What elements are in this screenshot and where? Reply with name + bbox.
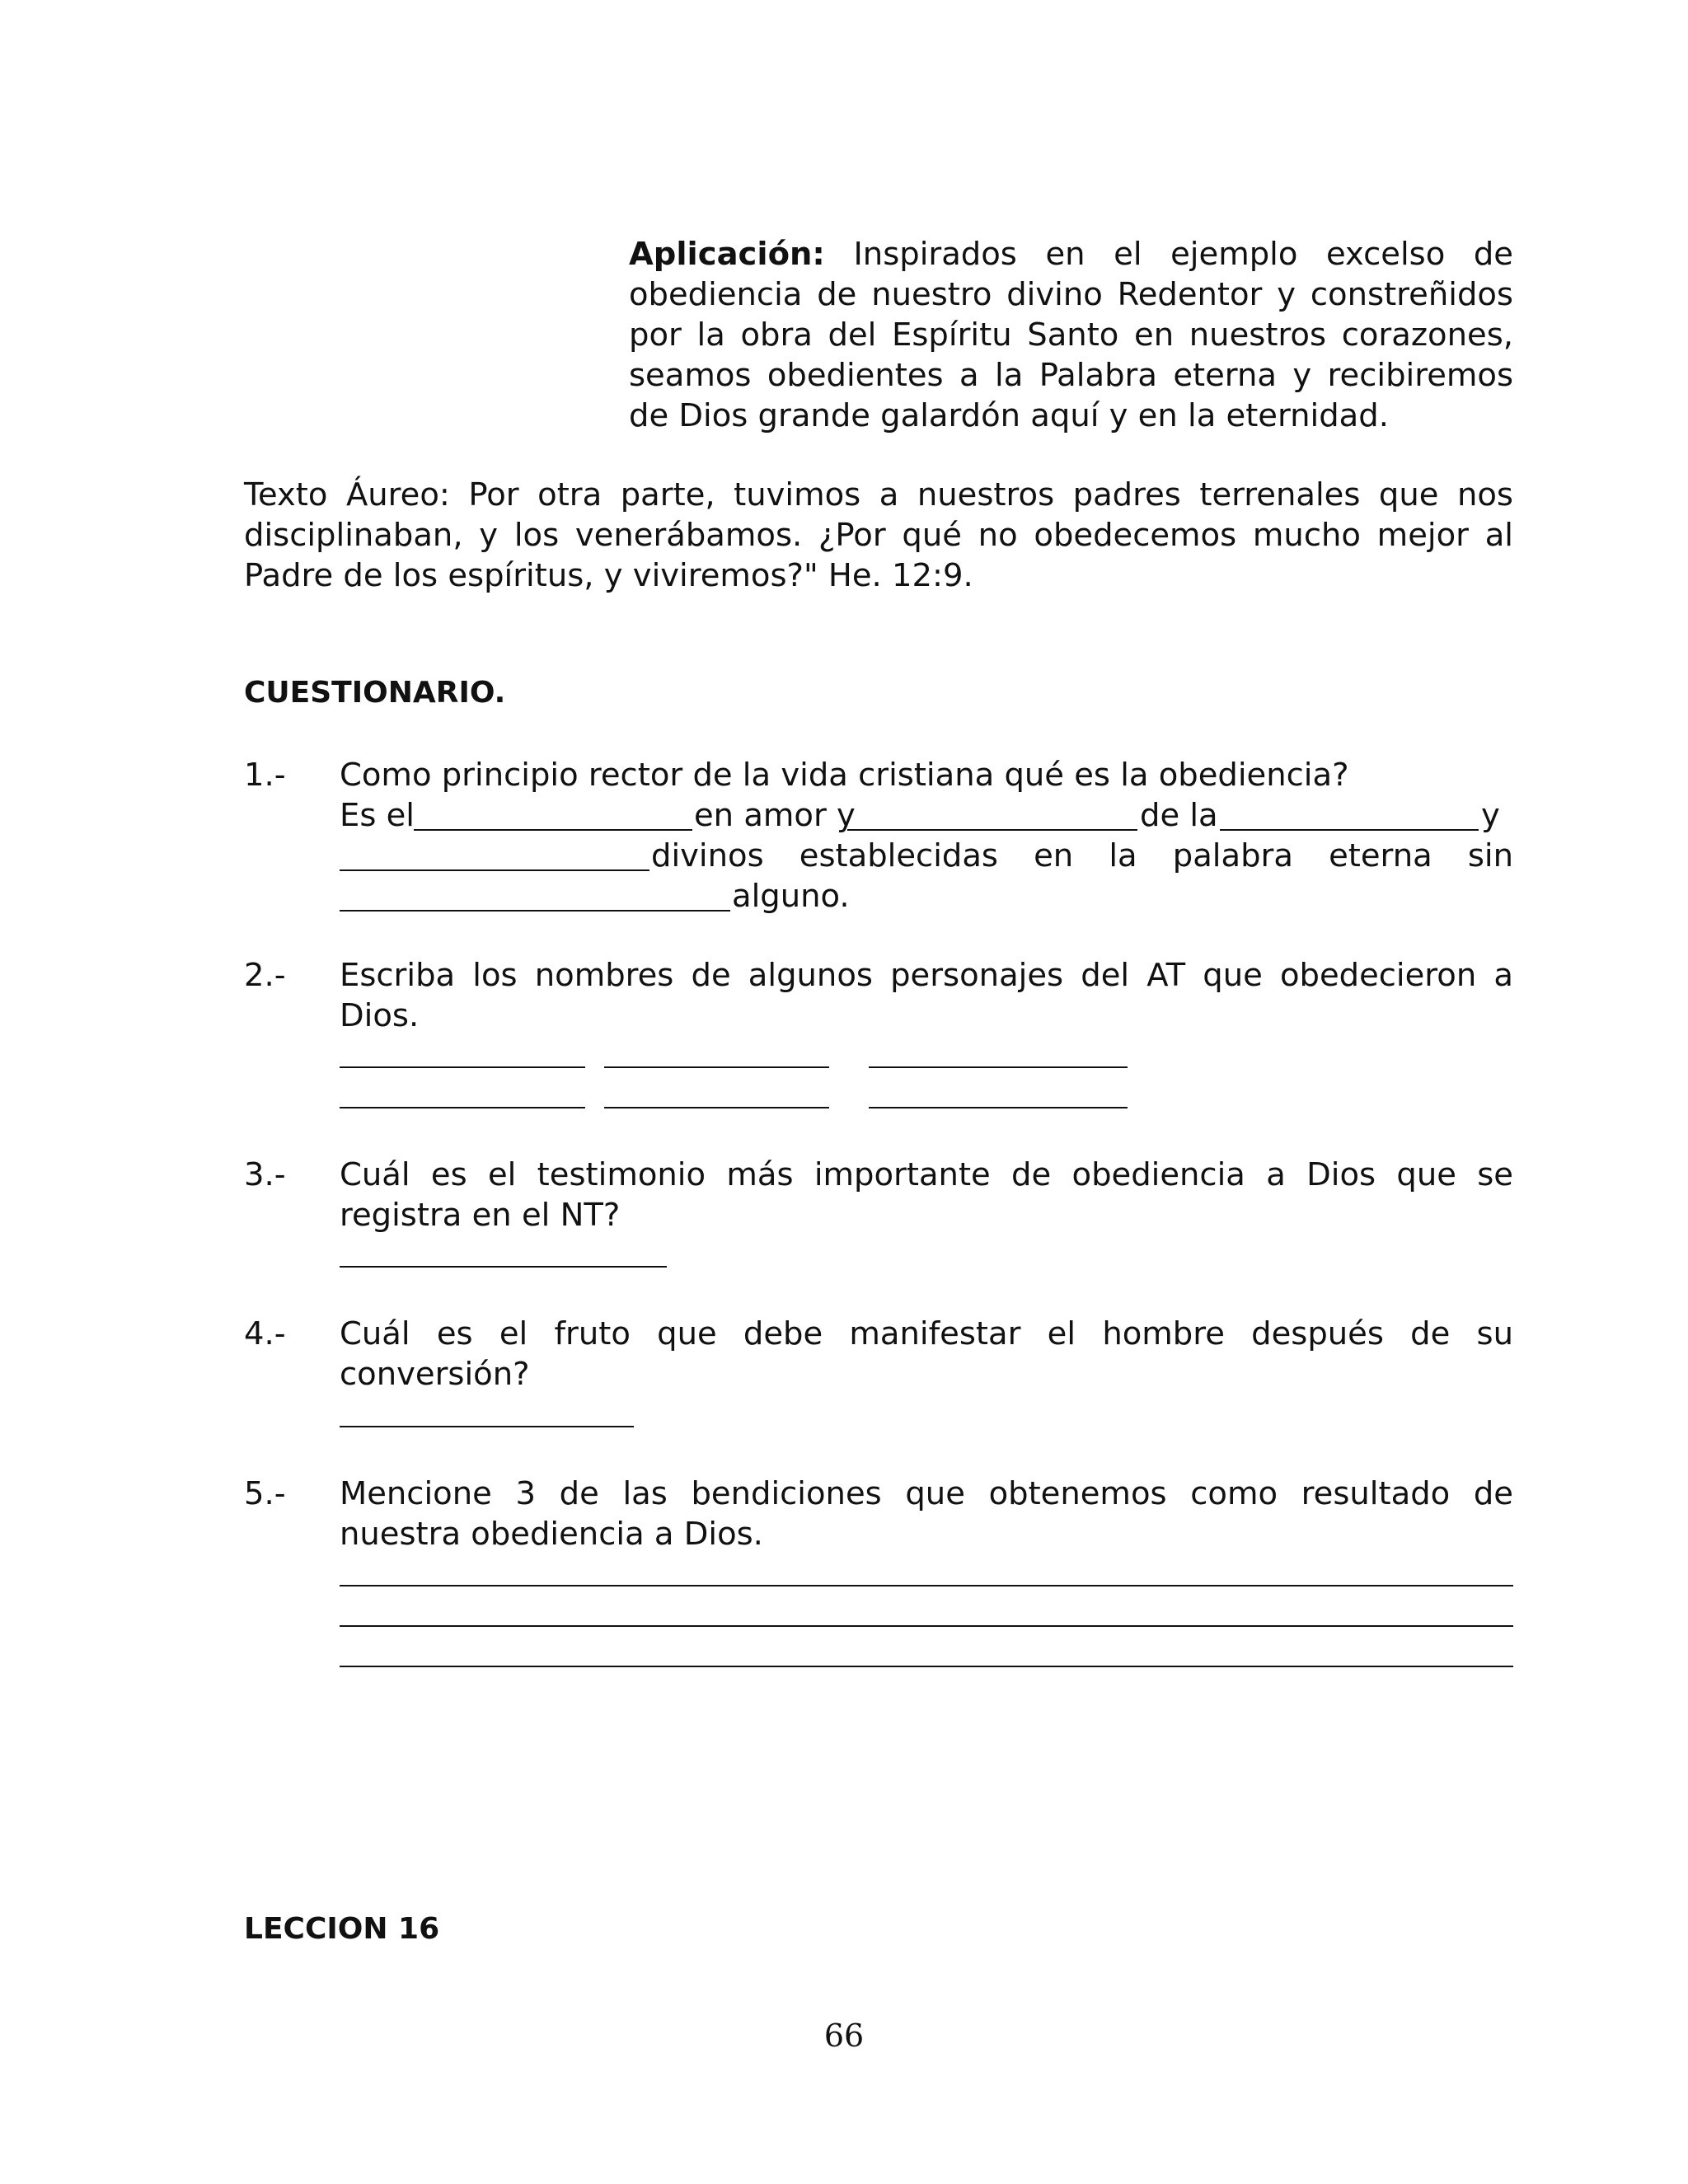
question-2-text xyxy=(340,955,1513,1036)
question-1-number: 1.- xyxy=(244,757,286,794)
cuestionario-heading: CUESTIONARIO. xyxy=(244,676,506,710)
q2-blank-1[interactable] xyxy=(340,1066,585,1068)
q1-blank-4[interactable] xyxy=(340,869,649,871)
q5-blank-2[interactable] xyxy=(340,1625,1513,1627)
question-2-line-2: Dios. xyxy=(340,997,420,1034)
question-2-line-1: Escriba los nombres de algunos personajes del AT que obedecieron a xyxy=(340,957,1513,994)
question-5-text xyxy=(340,1474,1513,1554)
q5-blank-1[interactable] xyxy=(340,1585,1513,1586)
q3-blank[interactable] xyxy=(340,1266,667,1268)
question-3-line-1: Cuál es el testimonio más importante de obediencia a Dios que se xyxy=(340,1156,1513,1193)
question-2-number: 2.- xyxy=(244,957,286,994)
question-4-line-2: conversión? xyxy=(340,1356,530,1393)
question-4-line-1: Cuál es el fruto que debe manifestar el hombre después de su xyxy=(340,1315,1513,1352)
q1-blank-2[interactable] xyxy=(847,829,1137,831)
q1-fill-en-amor-y: en amor y xyxy=(694,797,856,834)
q1-blank-1[interactable] xyxy=(414,829,692,831)
question-1-prompt: Como principio rector de la vida cristiana qué es la obediencia? xyxy=(340,757,1349,794)
question-5-line-1: Mencione 3 de las bendiciones que obtenemos como resultado de xyxy=(340,1475,1513,1512)
texto-aureo-paragraph xyxy=(244,475,1513,596)
texto-aureo-line-2: disciplinaban, y los venerábamos. ¿Por qué no obedecemos mucho mejor al xyxy=(244,517,1513,554)
question-3-line-2: registra en el NT? xyxy=(340,1197,621,1234)
texto-aureo-line-1: Texto Áureo: Por otra parte, tuvimos a nuestros padres terrenales que nos xyxy=(244,476,1513,513)
aplicacion-line-5: de Dios grande galardón aquí y en la eternidad. xyxy=(629,397,1389,434)
question-1-text xyxy=(340,755,1513,795)
aplicacion-line-1: Aplicación: Inspirados en el ejemplo excelso de xyxy=(629,236,1513,273)
question-4-number: 4.- xyxy=(244,1315,286,1352)
page-number: 66 xyxy=(823,2018,865,2054)
q1-fill-line-2 xyxy=(651,836,1513,876)
q2-blank-6[interactable] xyxy=(869,1107,1128,1108)
q1-fill-alguno: alguno. xyxy=(732,878,850,915)
next-lesson-heading: LECCION 16 xyxy=(244,1912,440,1946)
q2-blank-3[interactable] xyxy=(869,1066,1128,1068)
texto-aureo-line-3: Padre de los espíritus, y viviremos?" He. 12:9. xyxy=(244,557,973,594)
aplicacion-line-2: obediencia de nuestro divino Redentor y constreñidos xyxy=(629,276,1513,313)
q5-blank-3[interactable] xyxy=(340,1666,1513,1667)
question-5-line-2: nuestra obediencia a Dios. xyxy=(340,1516,763,1553)
aplicacion-line-3: por la obra del Espíritu Santo en nuestros corazones, xyxy=(629,316,1513,354)
q2-blank-2[interactable] xyxy=(604,1066,829,1068)
question-3-number: 3.- xyxy=(244,1156,286,1193)
q1-fill-divinos: divinos establecidas en la palabra eterna sin xyxy=(651,837,1513,874)
q1-blank-5[interactable] xyxy=(340,910,730,912)
aplicacion-paragraph xyxy=(629,234,1513,436)
q1-fill-es-el: Es el xyxy=(340,797,415,834)
aplicacion-line-4: seamos obedientes a la Palabra eterna y recibiremos xyxy=(629,357,1513,394)
q2-blank-4[interactable] xyxy=(340,1107,585,1108)
question-4-text xyxy=(340,1314,1513,1394)
question-5-number: 5.- xyxy=(244,1475,286,1512)
q2-blank-5[interactable] xyxy=(604,1107,829,1108)
q1-fill-de-la: de la xyxy=(1140,797,1218,834)
q1-fill-y: y xyxy=(1481,797,1500,834)
q1-blank-3[interactable] xyxy=(1220,829,1479,831)
question-3-text xyxy=(340,1155,1513,1235)
aplicacion-label: Aplicación: xyxy=(629,236,825,273)
q4-blank[interactable] xyxy=(340,1426,634,1427)
